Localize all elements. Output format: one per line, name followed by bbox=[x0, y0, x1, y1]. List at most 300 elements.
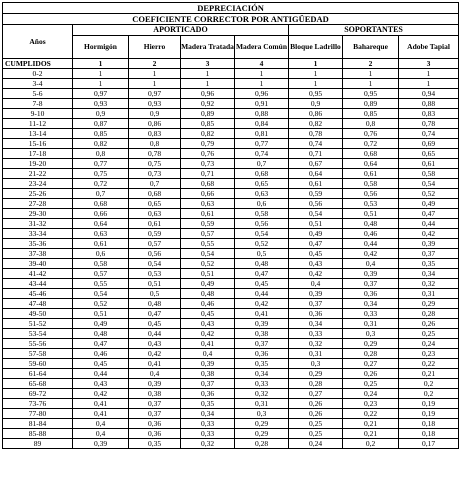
table-row bbox=[3, 99, 459, 109]
row-years-cell: 0-2 bbox=[3, 69, 73, 79]
coefficient-cell: 0,54 bbox=[235, 229, 289, 239]
col-number: 2 bbox=[343, 59, 399, 69]
coefficient-cell: 1 bbox=[235, 69, 289, 79]
coefficient-cell: 0,86 bbox=[129, 119, 181, 129]
row-years-cell: 41-42 bbox=[3, 269, 73, 279]
coefficient-cell: 0,28 bbox=[235, 439, 289, 449]
header-madera-tratada: Madera Tratada bbox=[181, 36, 235, 59]
table-row bbox=[3, 119, 459, 129]
coefficient-cell: 0,63 bbox=[181, 199, 235, 209]
coefficient-cell: 0,33 bbox=[181, 419, 235, 429]
coefficient-cell: 0,41 bbox=[129, 359, 181, 369]
row-years-cell: 47-48 bbox=[3, 299, 73, 309]
coefficient-cell: 0,78 bbox=[289, 129, 343, 139]
coefficient-cell: 0,32 bbox=[181, 439, 235, 449]
coefficient-cell: 0,5 bbox=[235, 249, 289, 259]
row-years-cell: 29-30 bbox=[3, 209, 73, 219]
coefficient-cell: 0,73 bbox=[129, 169, 181, 179]
row-years-cell: 27-28 bbox=[3, 199, 73, 209]
coefficient-cell: 0,6 bbox=[73, 249, 129, 259]
row-years-cell: 3-4 bbox=[3, 79, 73, 89]
coefficient-cell: 0,91 bbox=[235, 99, 289, 109]
coefficient-cell: 0,29 bbox=[399, 299, 459, 309]
coefficient-cell: 0,65 bbox=[129, 199, 181, 209]
coefficient-cell: 0,63 bbox=[129, 209, 181, 219]
coefficient-cell: 0,39 bbox=[73, 439, 129, 449]
coefficient-cell: 0,44 bbox=[343, 239, 399, 249]
coefficient-cell: 1 bbox=[289, 69, 343, 79]
table-row bbox=[3, 419, 459, 429]
coefficient-cell: 0,37 bbox=[289, 299, 343, 309]
row-years-cell: 7-8 bbox=[3, 99, 73, 109]
coefficient-cell: 0,49 bbox=[289, 229, 343, 239]
coefficient-cell: 0,21 bbox=[343, 419, 399, 429]
row-years-cell: 85-88 bbox=[3, 429, 73, 439]
coefficient-cell: 0,46 bbox=[343, 229, 399, 239]
row-years-cell: 49-50 bbox=[3, 309, 73, 319]
coefficient-cell: 0,23 bbox=[343, 399, 399, 409]
coefficient-cell: 0,4 bbox=[129, 369, 181, 379]
coefficient-cell: 0,4 bbox=[73, 419, 129, 429]
coefficient-cell: 0,96 bbox=[235, 89, 289, 99]
row-years-cell: 15-16 bbox=[3, 139, 73, 149]
coefficient-cell: 0,37 bbox=[181, 379, 235, 389]
coefficient-cell: 0,47 bbox=[129, 309, 181, 319]
header-madera-comun: Madera Común bbox=[235, 36, 289, 59]
coefficient-cell: 0,92 bbox=[181, 99, 235, 109]
table-row bbox=[3, 169, 459, 179]
table-row bbox=[3, 399, 459, 409]
row-years-cell: 51-52 bbox=[3, 319, 73, 329]
coefficient-cell: 1 bbox=[73, 79, 129, 89]
table-subtitle: COEFICIENTE CORRECTOR POR ANTIGÜEDAD bbox=[3, 14, 459, 25]
coefficient-cell: 1 bbox=[73, 69, 129, 79]
row-years-cell: 19-20 bbox=[3, 159, 73, 169]
coefficient-cell: 0,44 bbox=[129, 329, 181, 339]
coefficient-cell: 0,2 bbox=[399, 389, 459, 399]
coefficient-cell: 0,38 bbox=[181, 369, 235, 379]
col-number: 2 bbox=[129, 59, 181, 69]
coefficient-cell: 0,7 bbox=[73, 189, 129, 199]
coefficient-cell: 0,43 bbox=[181, 319, 235, 329]
coefficient-cell: 0,33 bbox=[181, 429, 235, 439]
coefficient-cell: 0,56 bbox=[289, 199, 343, 209]
coefficient-cell: 0,48 bbox=[129, 299, 181, 309]
coefficient-cell: 0,36 bbox=[181, 389, 235, 399]
coefficient-cell: 0,83 bbox=[399, 109, 459, 119]
coefficient-cell: 0,32 bbox=[235, 389, 289, 399]
coefficient-cell: 0,39 bbox=[235, 319, 289, 329]
coefficient-cell: 0,57 bbox=[129, 239, 181, 249]
coefficient-cell: 0,22 bbox=[343, 409, 399, 419]
coefficient-cell: 1 bbox=[343, 79, 399, 89]
coefficient-cell: 0,6 bbox=[235, 199, 289, 209]
col-number: 3 bbox=[399, 59, 459, 69]
coefficient-cell: 0,95 bbox=[289, 89, 343, 99]
coefficient-cell: 0,57 bbox=[73, 269, 129, 279]
coefficient-cell: 0,42 bbox=[343, 249, 399, 259]
coefficient-cell: 0,85 bbox=[181, 119, 235, 129]
coefficient-cell: 0,46 bbox=[73, 349, 129, 359]
coefficient-cell: 0,45 bbox=[129, 319, 181, 329]
table-row bbox=[3, 439, 459, 449]
coefficient-cell: 0,66 bbox=[181, 189, 235, 199]
coefficient-cell: 0,76 bbox=[343, 129, 399, 139]
coefficient-cell: 0,42 bbox=[129, 349, 181, 359]
coefficient-cell: 0,5 bbox=[129, 289, 181, 299]
coefficient-cell: 0,29 bbox=[343, 339, 399, 349]
coefficient-cell: 0,49 bbox=[73, 319, 129, 329]
coefficient-cell: 0,88 bbox=[235, 109, 289, 119]
table-row bbox=[3, 129, 459, 139]
coefficient-cell: 0,3 bbox=[289, 359, 343, 369]
coefficient-cell: 0,25 bbox=[289, 419, 343, 429]
coefficient-cell: 0,93 bbox=[129, 99, 181, 109]
col-number: 4 bbox=[235, 59, 289, 69]
coefficient-cell: 0,47 bbox=[73, 339, 129, 349]
coefficient-cell: 0,77 bbox=[235, 139, 289, 149]
coefficient-cell: 0,85 bbox=[343, 109, 399, 119]
coefficient-cell: 1 bbox=[399, 69, 459, 79]
coefficient-cell: 1 bbox=[129, 79, 181, 89]
coefficient-cell: 0,74 bbox=[289, 139, 343, 149]
row-years-cell: 17-18 bbox=[3, 149, 73, 159]
coefficient-cell: 0,74 bbox=[235, 149, 289, 159]
coefficient-cell: 0,52 bbox=[73, 299, 129, 309]
coefficient-cell: 0,25 bbox=[399, 329, 459, 339]
coefficient-cell: 0,41 bbox=[235, 309, 289, 319]
col-number: 1 bbox=[289, 59, 343, 69]
table-row bbox=[3, 149, 459, 159]
coefficient-cell: 0,28 bbox=[289, 379, 343, 389]
coefficient-cell: 0,18 bbox=[399, 429, 459, 439]
coefficient-cell: 0,69 bbox=[399, 139, 459, 149]
table-row bbox=[3, 379, 459, 389]
coefficient-cell: 0,95 bbox=[343, 89, 399, 99]
coefficient-cell: 0,35 bbox=[235, 359, 289, 369]
coefficient-cell: 0,61 bbox=[73, 239, 129, 249]
coefficient-cell: 0,72 bbox=[343, 139, 399, 149]
coefficient-cell: 0,59 bbox=[129, 229, 181, 239]
coefficient-cell: 1 bbox=[343, 69, 399, 79]
coefficient-cell: 0,37 bbox=[129, 399, 181, 409]
coefficient-cell: 0,61 bbox=[129, 219, 181, 229]
header-adobe-tapial: Adobe Tapial bbox=[399, 36, 459, 59]
coefficient-cell: 0,42 bbox=[235, 299, 289, 309]
coefficient-cell: 0,29 bbox=[235, 419, 289, 429]
table-row bbox=[3, 309, 459, 319]
coefficient-cell: 0,39 bbox=[181, 359, 235, 369]
row-years-cell: 35-36 bbox=[3, 239, 73, 249]
coefficient-cell: 0,75 bbox=[129, 159, 181, 169]
coefficient-cell: 0,56 bbox=[129, 249, 181, 259]
coefficient-cell: 0,19 bbox=[399, 399, 459, 409]
row-years-cell: 77-80 bbox=[3, 409, 73, 419]
table-row bbox=[3, 349, 459, 359]
table-row bbox=[3, 299, 459, 309]
coefficient-cell: 0,36 bbox=[343, 289, 399, 299]
coefficient-cell: 0,44 bbox=[235, 289, 289, 299]
table-row bbox=[3, 179, 459, 189]
coefficient-cell: 0,41 bbox=[73, 399, 129, 409]
coefficient-cell: 0,43 bbox=[289, 259, 343, 269]
row-years-cell: 73-76 bbox=[3, 399, 73, 409]
coefficient-cell: 0,34 bbox=[399, 269, 459, 279]
coefficient-cell: 0,66 bbox=[73, 209, 129, 219]
coefficient-cell: 0,8 bbox=[343, 119, 399, 129]
coefficient-cell: 0,89 bbox=[343, 99, 399, 109]
table-row bbox=[3, 329, 459, 339]
coefficient-cell: 0,71 bbox=[181, 169, 235, 179]
coefficient-cell: 0,61 bbox=[289, 179, 343, 189]
coefficient-cell: 1 bbox=[289, 79, 343, 89]
coefficient-cell: 0,48 bbox=[235, 259, 289, 269]
coefficient-cell: 0,44 bbox=[73, 369, 129, 379]
coefficient-cell: 0,26 bbox=[289, 409, 343, 419]
coefficient-cell: 0,23 bbox=[399, 349, 459, 359]
row-years-cell: 23-24 bbox=[3, 179, 73, 189]
table-row bbox=[3, 259, 459, 269]
coefficient-cell: 0,87 bbox=[73, 119, 129, 129]
coefficient-cell: 1 bbox=[235, 79, 289, 89]
header-hormigon: Hormigón bbox=[73, 36, 129, 59]
coefficient-cell: 0,48 bbox=[73, 329, 129, 339]
coefficient-cell: 0,3 bbox=[343, 329, 399, 339]
coefficient-cell: 0,44 bbox=[399, 219, 459, 229]
coefficient-cell: 0,39 bbox=[289, 289, 343, 299]
table-row bbox=[3, 219, 459, 229]
coefficient-cell: 0,41 bbox=[181, 339, 235, 349]
table-row bbox=[3, 279, 459, 289]
coefficient-cell: 0,45 bbox=[235, 279, 289, 289]
table-row bbox=[3, 159, 459, 169]
coefficient-cell: 0,36 bbox=[129, 429, 181, 439]
coefficient-cell: 0,35 bbox=[399, 259, 459, 269]
coefficient-cell: 0,33 bbox=[235, 379, 289, 389]
table-row bbox=[3, 79, 459, 89]
coefficient-cell: 0,45 bbox=[181, 309, 235, 319]
row-years-cell: 11-12 bbox=[3, 119, 73, 129]
coefficient-cell: 0,68 bbox=[343, 149, 399, 159]
coefficient-cell: 0,54 bbox=[181, 249, 235, 259]
coefficient-cell: 0,54 bbox=[73, 289, 129, 299]
coefficient-cell: 0,24 bbox=[289, 439, 343, 449]
coefficient-cell: 0,47 bbox=[399, 209, 459, 219]
row-years-cell: 9-10 bbox=[3, 109, 73, 119]
coefficient-cell: 0,19 bbox=[399, 409, 459, 419]
coefficient-cell: 0,56 bbox=[235, 219, 289, 229]
coefficient-cell: 0,46 bbox=[181, 299, 235, 309]
coefficient-cell: 0,31 bbox=[235, 399, 289, 409]
coefficient-cell: 0,48 bbox=[343, 219, 399, 229]
table-row bbox=[3, 289, 459, 299]
coefficient-cell: 0,55 bbox=[181, 239, 235, 249]
coefficient-cell: 0,48 bbox=[181, 289, 235, 299]
header-cumplidos: CUMPLIDOS bbox=[3, 59, 73, 69]
coefficient-cell: 0,75 bbox=[73, 169, 129, 179]
coefficient-cell: 0,82 bbox=[181, 129, 235, 139]
coefficient-cell: 0,51 bbox=[343, 209, 399, 219]
table-row bbox=[3, 339, 459, 349]
coefficient-cell: 0,39 bbox=[343, 269, 399, 279]
table-row bbox=[3, 69, 459, 79]
coefficient-cell: 0,31 bbox=[289, 349, 343, 359]
col-number: 3 bbox=[181, 59, 235, 69]
coefficient-cell: 0,83 bbox=[129, 129, 181, 139]
coefficient-cell: 0,89 bbox=[181, 109, 235, 119]
coefficient-cell: 1 bbox=[129, 69, 181, 79]
row-years-cell: 65-68 bbox=[3, 379, 73, 389]
coefficient-cell: 0,21 bbox=[343, 429, 399, 439]
coefficient-cell: 0,64 bbox=[343, 159, 399, 169]
coefficient-cell: 0,26 bbox=[399, 319, 459, 329]
coefficient-cell: 1 bbox=[399, 79, 459, 89]
coefficient-cell: 0,37 bbox=[343, 279, 399, 289]
coefficient-cell: 0,77 bbox=[73, 159, 129, 169]
coefficient-cell: 0,86 bbox=[289, 109, 343, 119]
coefficient-cell: 0,63 bbox=[73, 229, 129, 239]
coefficient-cell: 0,34 bbox=[343, 299, 399, 309]
coefficient-cell: 0,42 bbox=[73, 389, 129, 399]
coefficient-cell: 0,9 bbox=[289, 99, 343, 109]
coefficient-cell: 0,34 bbox=[289, 319, 343, 329]
coefficient-cell: 0,51 bbox=[129, 279, 181, 289]
coefficient-cell: 0,54 bbox=[399, 179, 459, 189]
row-years-cell: 53-54 bbox=[3, 329, 73, 339]
coefficient-cell: 0,61 bbox=[343, 169, 399, 179]
coefficient-cell: 0,39 bbox=[129, 379, 181, 389]
coefficient-cell: 0,9 bbox=[129, 109, 181, 119]
coefficient-cell: 0,7 bbox=[129, 179, 181, 189]
coefficient-cell: 0,3 bbox=[235, 409, 289, 419]
coefficient-cell: 0,68 bbox=[235, 169, 289, 179]
coefficient-cell: 0,42 bbox=[289, 269, 343, 279]
coefficient-cell: 1 bbox=[181, 69, 235, 79]
row-years-cell: 59-60 bbox=[3, 359, 73, 369]
coefficient-cell: 0,68 bbox=[73, 199, 129, 209]
table-row bbox=[3, 319, 459, 329]
coefficient-cell: 0,29 bbox=[289, 369, 343, 379]
coefficient-cell: 0,54 bbox=[289, 209, 343, 219]
coefficient-cell: 0,88 bbox=[399, 99, 459, 109]
coefficient-cell: 0,35 bbox=[129, 439, 181, 449]
coefficient-cell: 0,8 bbox=[129, 139, 181, 149]
coefficient-cell: 0,22 bbox=[399, 359, 459, 369]
row-years-cell: 43-44 bbox=[3, 279, 73, 289]
table-row bbox=[3, 89, 459, 99]
col-number: 1 bbox=[73, 59, 129, 69]
coefficient-cell: 0,64 bbox=[289, 169, 343, 179]
coefficient-cell: 0,34 bbox=[235, 369, 289, 379]
coefficient-cell: 0,82 bbox=[289, 119, 343, 129]
table-body bbox=[3, 69, 459, 449]
coefficient-cell: 0,73 bbox=[181, 159, 235, 169]
coefficient-cell: 0,32 bbox=[289, 339, 343, 349]
coefficient-cell: 0,96 bbox=[181, 89, 235, 99]
table-row bbox=[3, 429, 459, 439]
coefficient-cell: 0,53 bbox=[343, 199, 399, 209]
coefficient-cell: 0,24 bbox=[399, 339, 459, 349]
coefficient-cell: 0,71 bbox=[289, 149, 343, 159]
coefficient-cell: 0,29 bbox=[235, 429, 289, 439]
coefficient-cell: 0,93 bbox=[73, 99, 129, 109]
coefficient-cell: 1 bbox=[181, 79, 235, 89]
row-years-cell: 31-32 bbox=[3, 219, 73, 229]
coefficient-cell: 0,33 bbox=[343, 309, 399, 319]
coefficient-cell: 0,24 bbox=[343, 389, 399, 399]
coefficient-cell: 0,58 bbox=[235, 209, 289, 219]
coefficient-cell: 0,52 bbox=[399, 189, 459, 199]
coefficient-cell: 0,49 bbox=[181, 279, 235, 289]
coefficient-cell: 0,31 bbox=[399, 289, 459, 299]
table-row bbox=[3, 239, 459, 249]
header-hierro: Hierro bbox=[129, 36, 181, 59]
table-row bbox=[3, 209, 459, 219]
coefficient-cell: 0,68 bbox=[129, 189, 181, 199]
table-row bbox=[3, 249, 459, 259]
coefficient-cell: 0,36 bbox=[235, 349, 289, 359]
header-anos: Años bbox=[3, 25, 73, 59]
coefficient-cell: 0,4 bbox=[289, 279, 343, 289]
coefficient-cell: 0,54 bbox=[129, 259, 181, 269]
table-row bbox=[3, 229, 459, 239]
coefficient-cell: 0,32 bbox=[399, 279, 459, 289]
coefficient-cell: 0,18 bbox=[399, 419, 459, 429]
row-years-cell: 81-84 bbox=[3, 419, 73, 429]
row-years-cell: 33-34 bbox=[3, 229, 73, 239]
coefficient-cell: 0,47 bbox=[289, 239, 343, 249]
coefficient-cell: 0,84 bbox=[235, 119, 289, 129]
coefficient-cell: 0,39 bbox=[399, 239, 459, 249]
coefficient-cell: 0,94 bbox=[399, 89, 459, 99]
coefficient-cell: 0,34 bbox=[181, 409, 235, 419]
coefficient-cell: 0,4 bbox=[343, 259, 399, 269]
coefficient-cell: 0,38 bbox=[129, 389, 181, 399]
row-years-cell: 89 bbox=[3, 439, 73, 449]
row-years-cell: 25-26 bbox=[3, 189, 73, 199]
coefficient-cell: 0,2 bbox=[399, 379, 459, 389]
depreciation-table bbox=[2, 2, 459, 449]
coefficient-cell: 0,55 bbox=[73, 279, 129, 289]
coefficient-cell: 0,57 bbox=[181, 229, 235, 239]
coefficient-cell: 0,37 bbox=[129, 409, 181, 419]
row-years-cell: 13-14 bbox=[3, 129, 73, 139]
coefficient-cell: 0,58 bbox=[343, 179, 399, 189]
table-row bbox=[3, 369, 459, 379]
coefficient-cell: 0,28 bbox=[399, 309, 459, 319]
coefficient-cell: 0,82 bbox=[73, 139, 129, 149]
table-row bbox=[3, 109, 459, 119]
table-row bbox=[3, 269, 459, 279]
coefficient-cell: 0,64 bbox=[73, 219, 129, 229]
coefficient-cell: 0,8 bbox=[73, 149, 129, 159]
coefficient-cell: 0,26 bbox=[343, 369, 399, 379]
coefficient-cell: 0,25 bbox=[289, 429, 343, 439]
coefficient-cell: 0,9 bbox=[73, 109, 129, 119]
row-years-cell: 21-22 bbox=[3, 169, 73, 179]
coefficient-cell: 0,74 bbox=[399, 129, 459, 139]
table-row bbox=[3, 409, 459, 419]
coefficient-cell: 0,41 bbox=[73, 409, 129, 419]
row-years-cell: 5-6 bbox=[3, 89, 73, 99]
coefficient-cell: 0,43 bbox=[129, 339, 181, 349]
group-soportantes: SOPORTANTES bbox=[289, 25, 459, 36]
coefficient-cell: 0,27 bbox=[343, 359, 399, 369]
coefficient-cell: 0,61 bbox=[181, 209, 235, 219]
coefficient-cell: 0,52 bbox=[181, 259, 235, 269]
table-row bbox=[3, 389, 459, 399]
coefficient-cell: 0,97 bbox=[129, 89, 181, 99]
